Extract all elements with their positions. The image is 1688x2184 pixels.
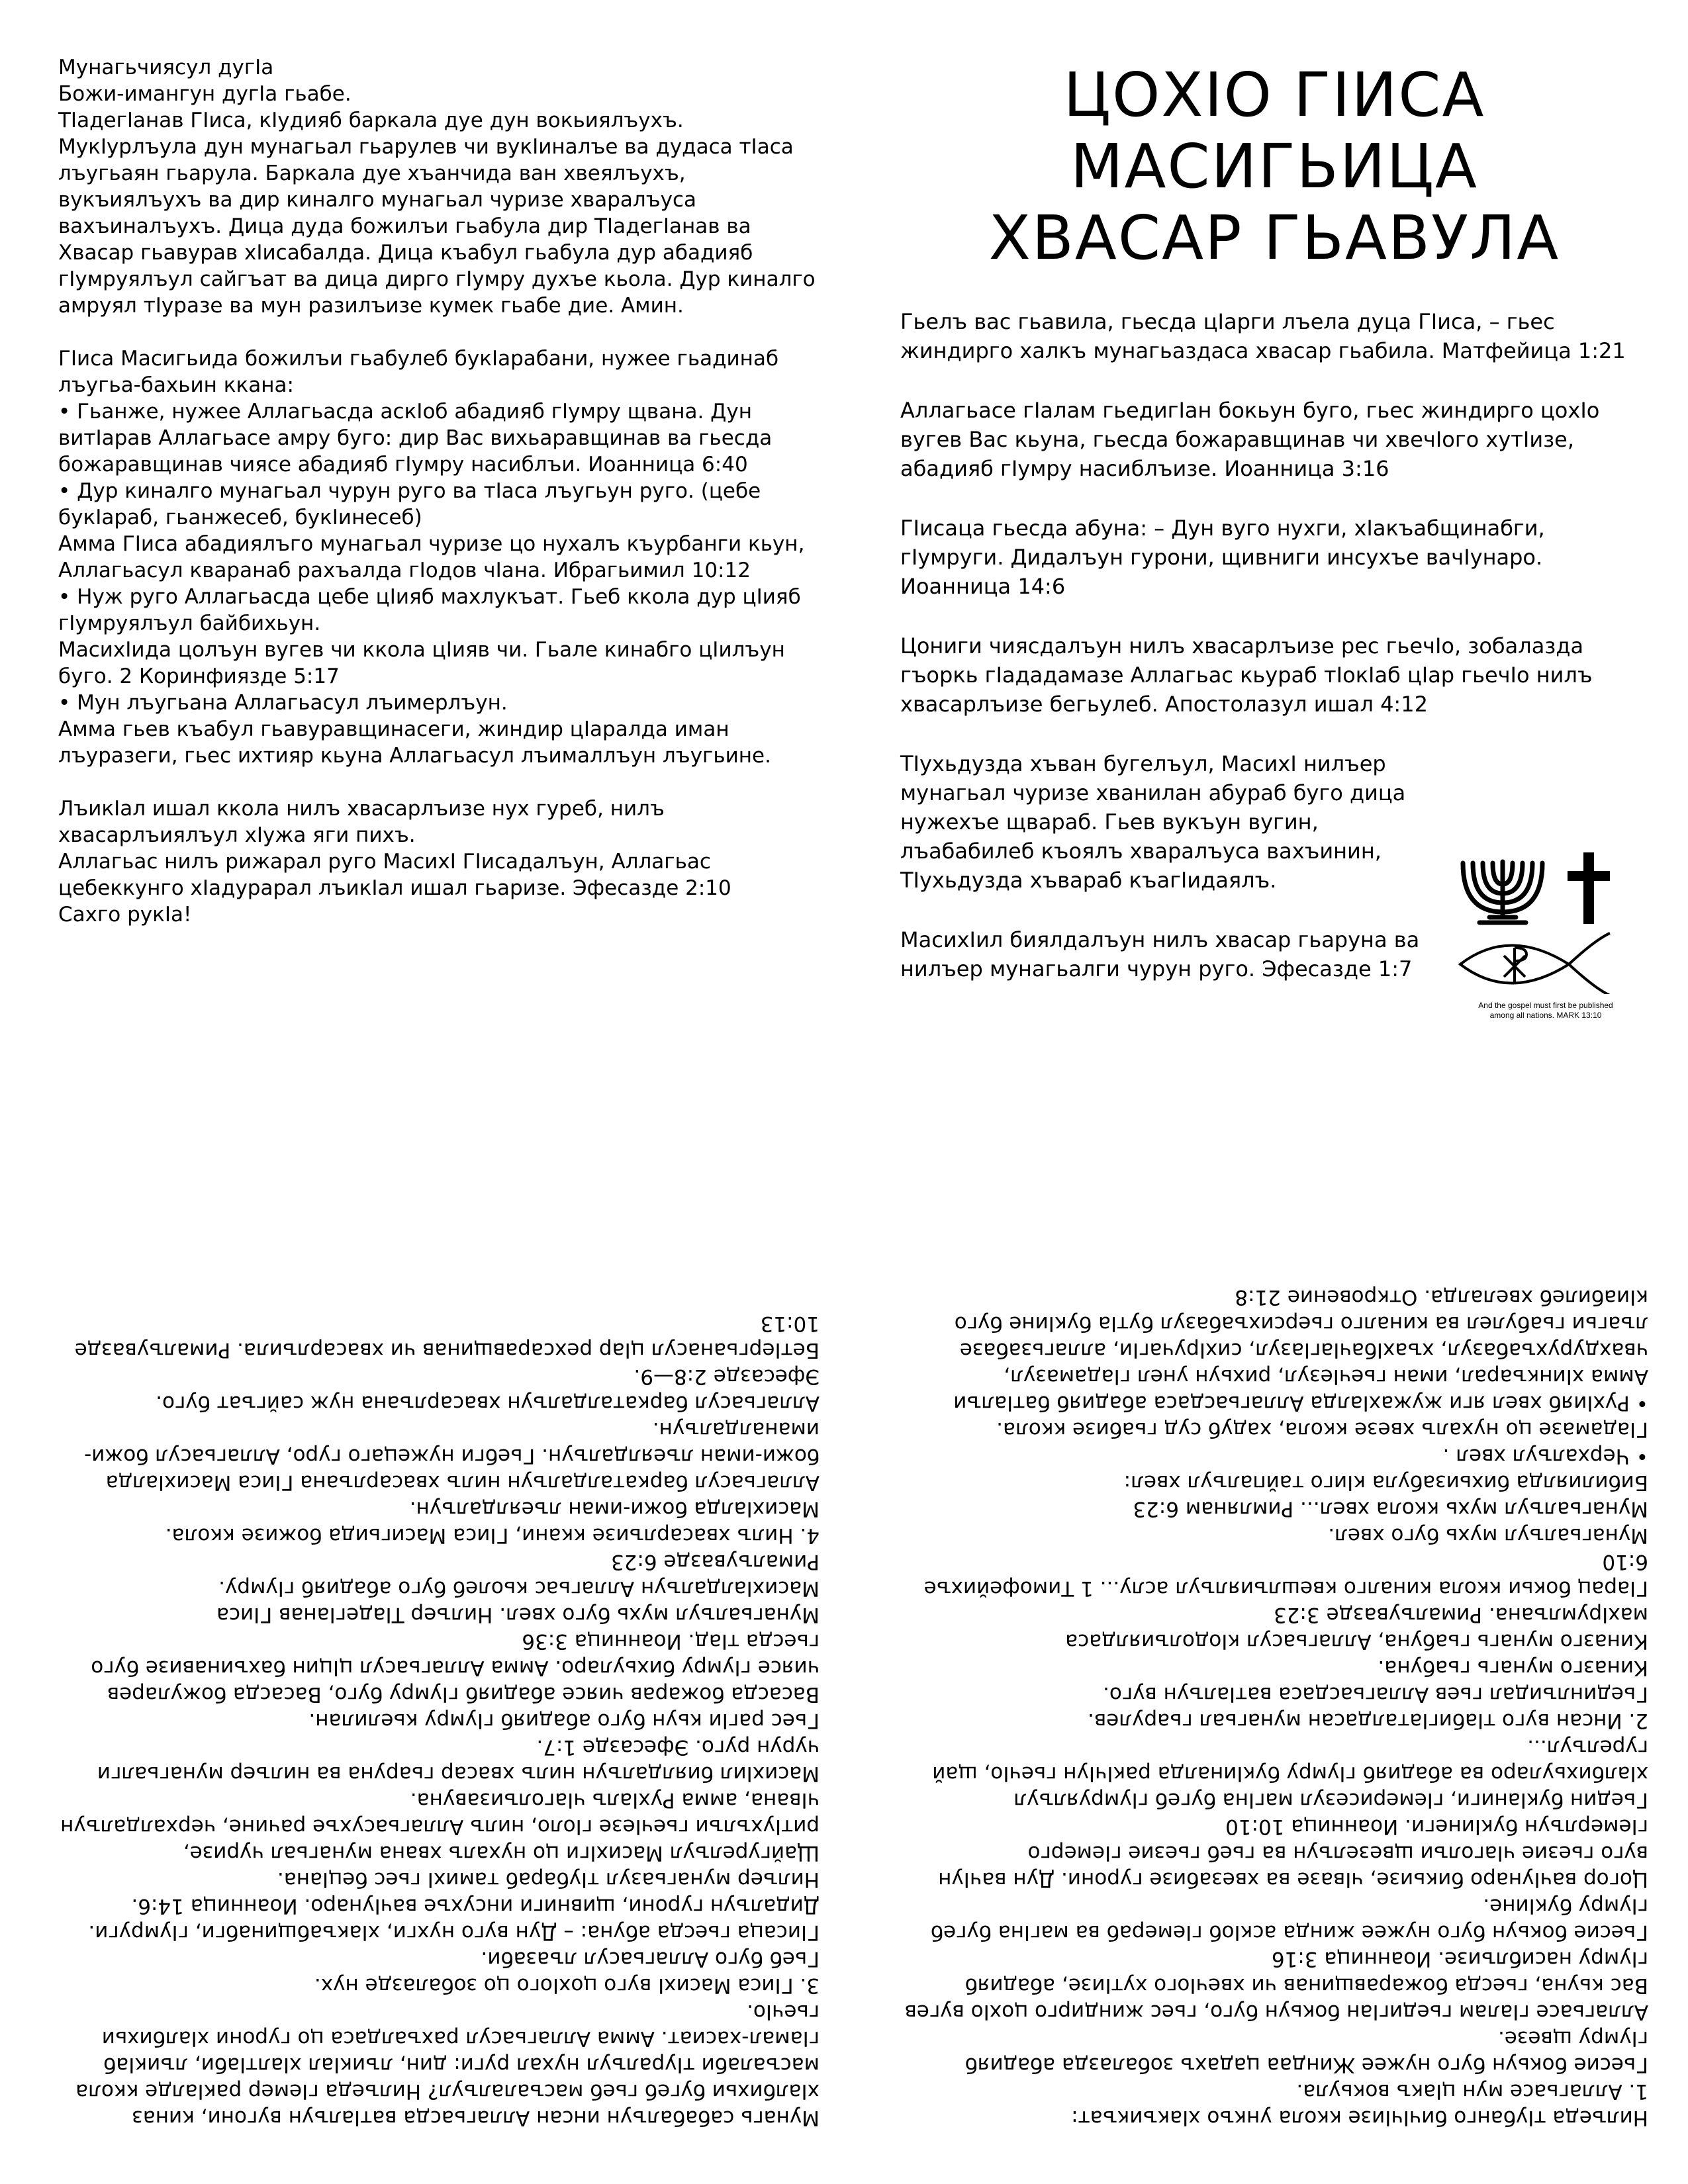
verse-block: МасихIил биялдалъун нилъ хвасар гьаруна ва нилъер мунагьалги чурун руго. Эфесазде 1:7 (900, 927, 1420, 981)
emblem-graphic (1456, 848, 1635, 994)
cross-icon (1568, 852, 1610, 924)
emblem-caption: And the gospel must first be published among all nations. MARK 13:10 (1478, 1001, 1613, 1020)
teaching-text: ГIиса Масигьида божилъи гьабулеб букIарабани, нужее гьадинаб лъугьа-бахьин ккана: • Гьанже, нужее Аллагьасда аскIоб абадияб гIумру щвана. Дун витIарав Аллагьасе амру буго: дир Вас вихьаравщинав ва гьесда божаравщинав чиясе абадияб гIумру насиблъи. Иоанница 6:40 • Дур киналго мунагьал чурун руго ва тIаса лъугьун руго. (цебе букIараб, гьанжесеб, букIинесеб) Амма ГIиса абадиялъго мунагьал чуризе цо нухалъ къурбанги кьун, Аллагьасул кваранаб рахъалда гIодов чIана. Ибрагьимил 10:12 • Нуж руго Аллагьасда цебе цIияб махлукъат. Гьеб ккола дур цIияб гIумруялъул байбихьун. МасихIида цолъун вугев чи ккола цIияв чи. Гьале кинабго цIилъун буго. 2 Коринфиязде 5:17 • Мун лъугьана Аллагьасул лъимерлъун. Амма гьев къабул гьавуравщинасеги, жиндир цIаралда иман лъуразеги, гьес ихтияр кьуна Аллагьасул лъималлъун лъугьине. (58, 347, 805, 768)
ichthys-chi-rho-icon (1460, 933, 1610, 994)
panel-bottom-left-upside-down (58, 1152, 820, 2131)
verse-block: Цониги чиясдалъун нилъ хвасарлъизе рес гьечIо, зобалазда гъоркь гIададамазе Аллагьас кьураб тIокIаб цIар гьечIо нилъ хвасарлъизе бегьулеб. Апостолазул ишал 4:12 (900, 633, 1593, 717)
closing-text: ЛъикIал ишал ккола нилъ хвасарлъизе нух гуреб, нилъ хвасарлъиялъул хIужа яги пихъ. Аллагьас нилъ рижарал руго МасихI ГIисадалъун, Аллагьас цебеккунго хIадурарал лъикIал ишал гьаризе. Эфесазде 2:10 Сахго рукIа! (58, 797, 731, 927)
verse-block: ТIухьдузда хъван бугелъул, МасихI нилъер мунагьал чуризе хванилан абураб буго дица нужехъе щвараб. Гьев вукъун вугин, лъабабилеб къоялъ хваралъуса вахъинин, ТIухьдузда хъвараб къагIидаялъ. (900, 751, 1406, 893)
menorah-icon (1463, 862, 1542, 923)
verse-block: Гьелъ вас гьавила, гьесда цIарги лъела дуца ГIиса, – гьес жиндирго халкъ мунагьаздаса хвасар гьабила. Матфейица 1:21 (900, 309, 1626, 363)
panel-top-left (58, 54, 820, 1047)
panel-bottom-right-upside-down (900, 1152, 1648, 2131)
verse-block: ГIисаца гьесда абуна: – Дун вуго нухги, хIакъабщинабги, гIумруги. Дидалъун гурони, щивниги инсухъе вачIунаро. Иоанница 14:6 (900, 516, 1545, 599)
emblem (1456, 848, 1635, 1047)
gospel-text-part1: Нилъеда тIубанго бичIчIизе ккола ункъо хIакъикъат: 1. Аллагьасе мун цIакъ вокьула. Гьесие бокьун буго нужее Жиндаа цадахъ зобалазда абадияб гIумру щвезе. Аллагьасе гIалам гьедигIан бокьун буго, гьес жиндирго цохIо вугев Вас кьуна, гьесда божаравщинав чи хвечIого хутIизе, абадияб гIумру насиблъизе. Иоанница 3:16 Гьесие бокьун буго нужее жинда аскIоб гIемераб ва магIна бугеб гIумру букIине. Цогор вачIунаро бикьизе, чIвазе ва хвезабизе гурони. Дун вачIун вуго гьезие чIаголъи щвезелъун ва гьеб гьезие гIемерго гIемерлъун букIинеги. Иоанница 10:10 Гьедин букIаниги, гIемерисезул магIна бугеб гIумруялъул хIалбихьуларо ва абадияб гIумру букIиналда ракIчIун гьечIо, щай гурелъул... 2. Инсан вуго тIабигIаталдасан мунагьал гьарулев. Гьединлъидал гьев Аллагьасдаса ватIалъун вуго. Киназго мунагь гьабуна. Киназго мунагь гьабуна, Аллагьасул кIодолъиялдаса махIрумлъана. Рималъувазде 3:23 ГIарац бокьи ккола киналго квешлъиялъул аслу... 1 Тимофейихъе 6:10 Мунагьалъул мухь буго хвел. Мунагьалъул мухь ккола хвел... Римлянам 6:23 Бибилиялда бихьизабула кIиго тайпалъул хвел: • Черхалъул хвел . ГIадамазе цо нухалъ хвезе ккола, хадуб суд гьабизе ккола. • РухIияб хвел яги жужахIалда Аллагьасдаса абадияб батIалъи Амма хIинкъарал, иман гьечIезул, рихьун унел гIадамазул, чвахдурухъабазул, хъахIбачIагIазул, сихIручагIи, аллагьзабазе лъагьи гьабулел ва киналго гьерсихъабазул бутIа букIине буго кIиабилеб хвелалда. Откровение 21:8 (904, 1285, 1648, 2130)
panel-top-right (900, 54, 1648, 1047)
verse-block: Аллагьасе гIалам гьедигIан бокьун буго, гьес жиндирго цохIо вугев Вас кьуна, гьесда божаравщинав чи хвечIого хутIизе, абадияб гIумру насиблъизе. Иоанница 3:16 (900, 398, 1600, 481)
page-title: ЦОХIО ГIИСА МАСИГЬИЦА ХВАСАР ГЬАВУЛА (988, 60, 1560, 273)
prayer-text: Мунагьчиясул дугIа Божи-имангун дугIа гьабе. ТIадегIанав ГIиса, кIудияб баркала дуе дун вокьиялъухъ. МукIурлъула дун мунагьал гьарулев чи вукIиналъе ва дудаса тIаса лъугьаян гьарула. Баркала дуе хъанчида ван хвеялъухъ, вукъиялъухъ ва дир киналго мунагьал чуризе хваралъуса вахъиналъухъ. Дица дуда божилъи гьабула дир ТIадегIанав ва Хвасар гьавурав хIисабалда. Дица къабул гьабула дур абадияб гIумруялъул сайгъат ва дица дирго гIумру духъе кьола. Дур киналго амруял тIуразе ва мун разилъизе кумек гьабе дие. Амин. (58, 56, 816, 318)
gospel-text-part2: Мунагь сабабалъун инсан Аллагьасда ватIалъун вугони, киназ хIалбихьи бугеб гьеб масъалалъул? Нилъеда гIемер ракIалде ккола масъалаби тIуралъул нухал руги: дин, лъикIал хIалтIаби, лъикIаб гIамал-хасиат. Амма Аллагьасул рахъалдаса цо гурони хIалбихьи гьечIо. 3. ГIиса МасихI вуго цохIого цо зобалазде нух. Гьеб буго Аллагьасул лъазаби. ГIисаца гьесда абуна: – Дун вуго нухги, хIакъабщинабги, гIумруги. Дидалъун гурони, щивниги инсухъе вачIунаро. Иоанница 14:6. Нилъер мунагьазул тIубараб тамихI гьес бецIана. Щайгурелъул МасихIги цо нухалъ хвана мунагьал чуризе, ритIухълъи гьечIезе гIоло, нилъ Аллагьасухъе рачине, черхалдалъун чIвана, амма РухIалъ чIаголъизавуна. МасихIил биялдалъун нилъ хвасар гьаруна ва нилъер мунагьалги чурун руго. Эфесазде 1:7. Гьес рагIи кьун буго абадияб гIумру кьелилан. Васасда божарав чиясе абадияб гIумру буго, Васасда божуларев чиясе гIумру бихьуларо. Амма Аллагьасул цIцин бахъинавизе буго гьесда тIад. Иоанница 3:36 Мунагьалъул мухь буго хвел. Нилъер ТIадегIанав ГIиса МасихIалдалъун Аллагьас кьолеб буго абадияб гIумру. Рималъувазде 6:23 4. Нилъ хвасарлъизе ккани, ГIиса Масигьида божизе ккола. МасихIалда божи-иман лъеялдалъун. Аллагьасул баркаталдалъун нилъ хвасарлъана ГIиса МасихIалда божи-иман лъеялдалъун. Гьебги нужецаго гуро, Аллагьасул божи-иманалдалъун. Аллагьасул баркаталдалъун хвасарлъана нуж сайгъат буго. Эфесазде 2:8—9. БетIергьанасул цIар рехсаравщинав чи хвасарлъила. Рималъувазде 10:13 (60, 1312, 820, 2130)
